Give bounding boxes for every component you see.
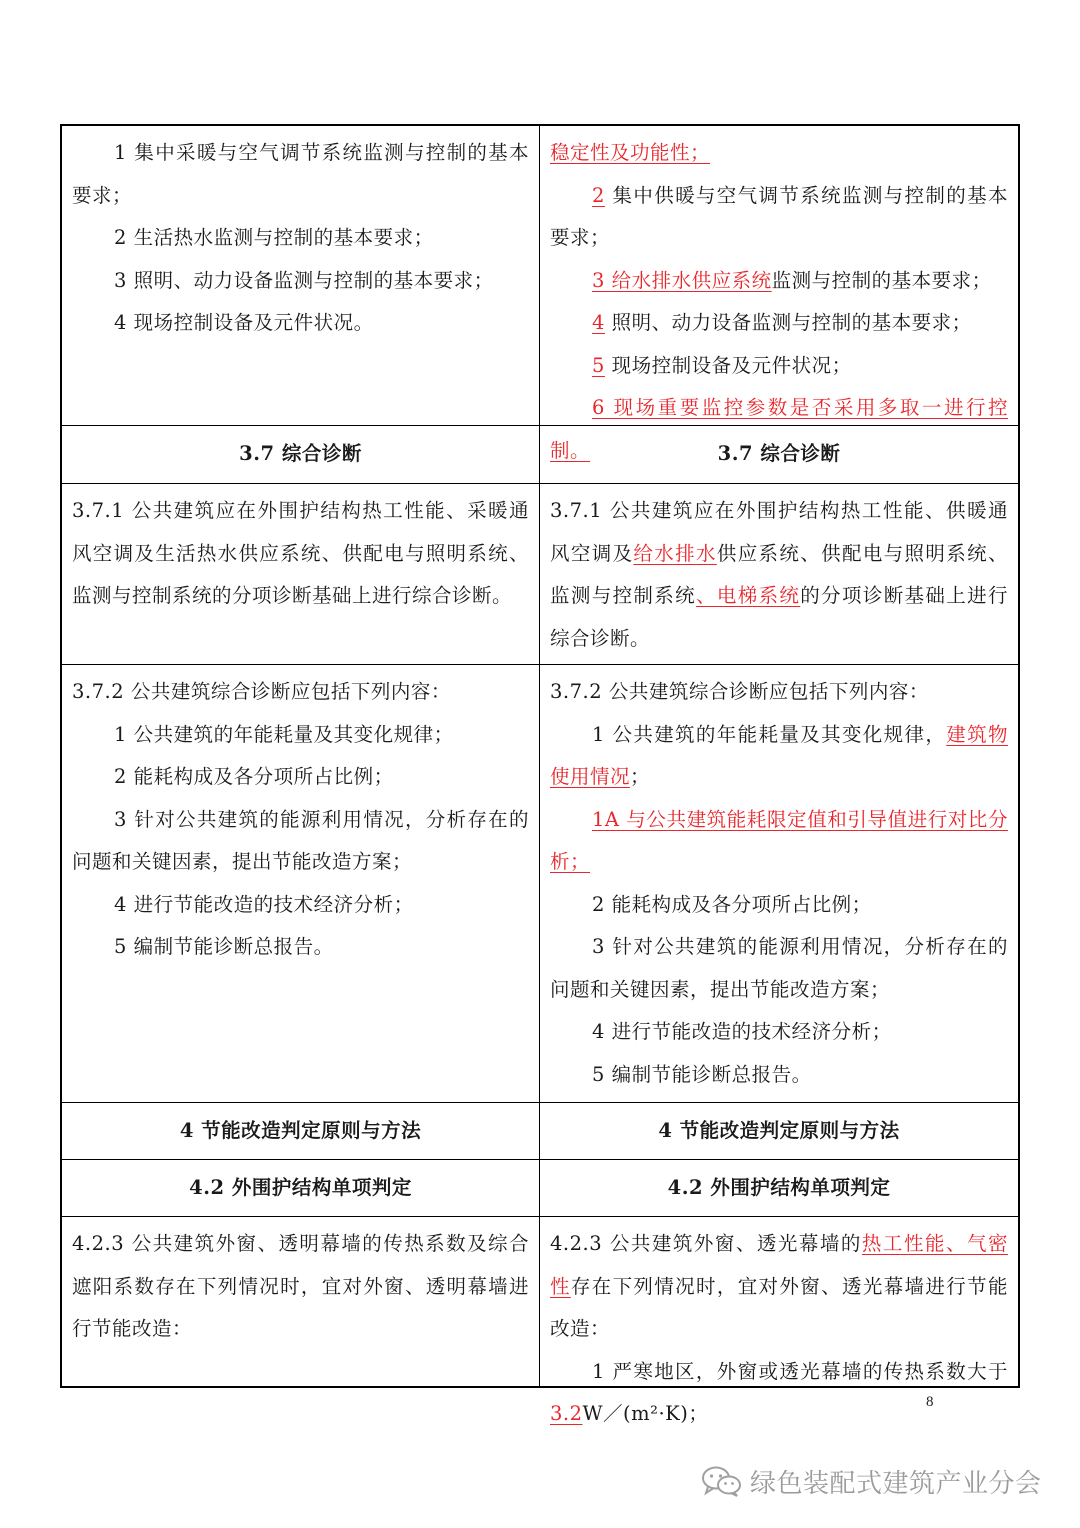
list-item: 1 公共建筑的年能耗量及其变化规律； [114,722,454,746]
list-item: 2 生活热水监测与控制的基本要求； [114,226,434,249]
item-text: ； [630,765,651,788]
section-heading: 3.7 综合诊断 [717,442,841,466]
revised-text: 给水排水 [633,541,717,565]
watermark [700,1461,1042,1501]
list-item [550,799,1008,884]
list-item: 3 针对公共建筑的能源利用情况，分析存在的问题和关键因素，提出节能改造方案； [550,935,1008,1001]
left-cell [62,1217,540,1386]
wechat-icon [700,1464,742,1498]
section-heading-row [62,1159,1018,1216]
revised-text: 建筑物使用情况 [550,722,1008,788]
left-cell [62,665,540,1102]
list-item: 5 编制节能诊断总报告。 [114,935,334,958]
clause-text [550,490,1008,660]
revised-text: 、电梯系统 [696,584,801,607]
section-heading-row [62,1102,1018,1159]
section-heading: 4.2 外围护结构单项判定 [667,1175,891,1199]
revised-text: 6 现场重要监控参数是否采用多取一进行控制。 [550,396,1008,462]
list-item: 1 集中采暖与空气调节系统监测与控制的基本要求； [72,141,529,207]
revised-text: 3 给水排水供应系统 [592,268,772,292]
table-row [62,1216,1018,1425]
list-item: 4 进行节能改造的技术经济分析； [114,892,414,916]
item-text: 存在下列情况时，宜对外窗、透光幕墙进行节能改造： [550,1274,1008,1340]
revised-text: 1A 与公共建筑能耗限定值和引导值进行对比分析； [550,807,1008,873]
clause-text: 3.7.2 公共建筑综合诊断应包括下列内容： [72,680,451,703]
list-item [550,1351,1008,1436]
section-heading: 3.7 综合诊断 [62,426,540,483]
revised-text: 5 [592,353,605,377]
list-item [550,175,1008,260]
list-item [550,345,1008,388]
section-heading-row [62,425,1018,483]
item-text: 1 严寒地区，外窗或透光幕墙的传热系数大于 [592,1359,1008,1383]
list-item: 2 能耗构成及各分项所占比例； [592,892,872,916]
item-text: 照明、动力设备监测与控制的基本要求； [604,311,972,334]
item-text: 现场控制设备及元件状况； [604,353,852,377]
revised-text: 2 [592,183,605,207]
section-heading: 4 节能改造判定原则与方法 [62,1103,540,1159]
clause-text: 4.2.3 公共建筑外窗、透明幕墙的传热系数及综合遮阳系数存在下列情况时，宜对外窗、透明幕墙进行节能改造： [72,1232,529,1340]
clause-text: 3.7.2 公共建筑综合诊断应包括下列内容： [550,680,929,703]
item-text: 4.2.3 公共建筑外窗、透光幕墙的 [550,1232,862,1255]
list-item: 4 进行节能改造的技术经济分析； [592,1020,892,1043]
list-item: 3 照明、动力设备监测与控制的基本要求； [114,268,494,292]
list-item [550,302,1008,345]
list-item [550,132,1008,175]
item-text: 监测与控制的基本要求； [771,268,992,292]
item-text: W／(m²·K)； [582,1402,709,1425]
item-text: 1 公共建筑的年能耗量及其变化规律， [592,722,947,746]
revised-text: 3.2 [550,1402,583,1425]
clause-text: 3.7.1 公共建筑应在外围护结构热工性能、采暖通风空调及生活热水供应系统、供配电与照明系统、监测与控制系统的分项诊断基础上进行综合诊断。 [72,499,529,607]
watermark-text: 绿色装配式建筑产业分会 [750,1468,1042,1499]
revised-text: 4 [592,311,605,334]
right-cell [540,484,1018,664]
revised-text: 热工性能、气密性 [550,1232,1008,1298]
item-text: 3.7.1 公共建筑应在外围护结构热工性能、供暖通风空调及 [550,499,1008,565]
list-item: 5 编制节能诊断总报告。 [592,1062,812,1086]
list-item: 2 能耗构成及各分项所占比例； [114,765,394,788]
left-cell [62,126,540,425]
list-item: 4 现场控制设备及元件状况。 [114,311,374,334]
revised-text: 稳定性及功能性； [550,141,711,164]
table-row [62,483,1018,664]
section-heading: 4.2 外围护结构单项判定 [62,1160,540,1216]
list-item: 3 针对公共建筑的能源利用情况，分析存在的问题和关键因素，提出节能改造方案； [72,807,529,873]
item-text: 集中供暖与空气调节系统监测与控制的基本要求； [550,183,1008,249]
item-text: 的分项诊断基础上进行综合诊断。 [550,584,1008,650]
list-item [550,714,1008,799]
list-item [550,260,1008,303]
right-cell [540,1217,1018,1425]
left-cell [62,484,540,664]
section-heading: 4 节能改造判定原则与方法 [658,1118,900,1142]
table-row [62,664,1018,1102]
right-cell [540,665,1018,1102]
clause-text [550,1223,1008,1351]
item-text: 供应系统、供配电与照明系统、监测与控制系统 [550,541,1008,607]
comparison-table [60,124,1020,1425]
page-number: 8 [926,1394,934,1410]
